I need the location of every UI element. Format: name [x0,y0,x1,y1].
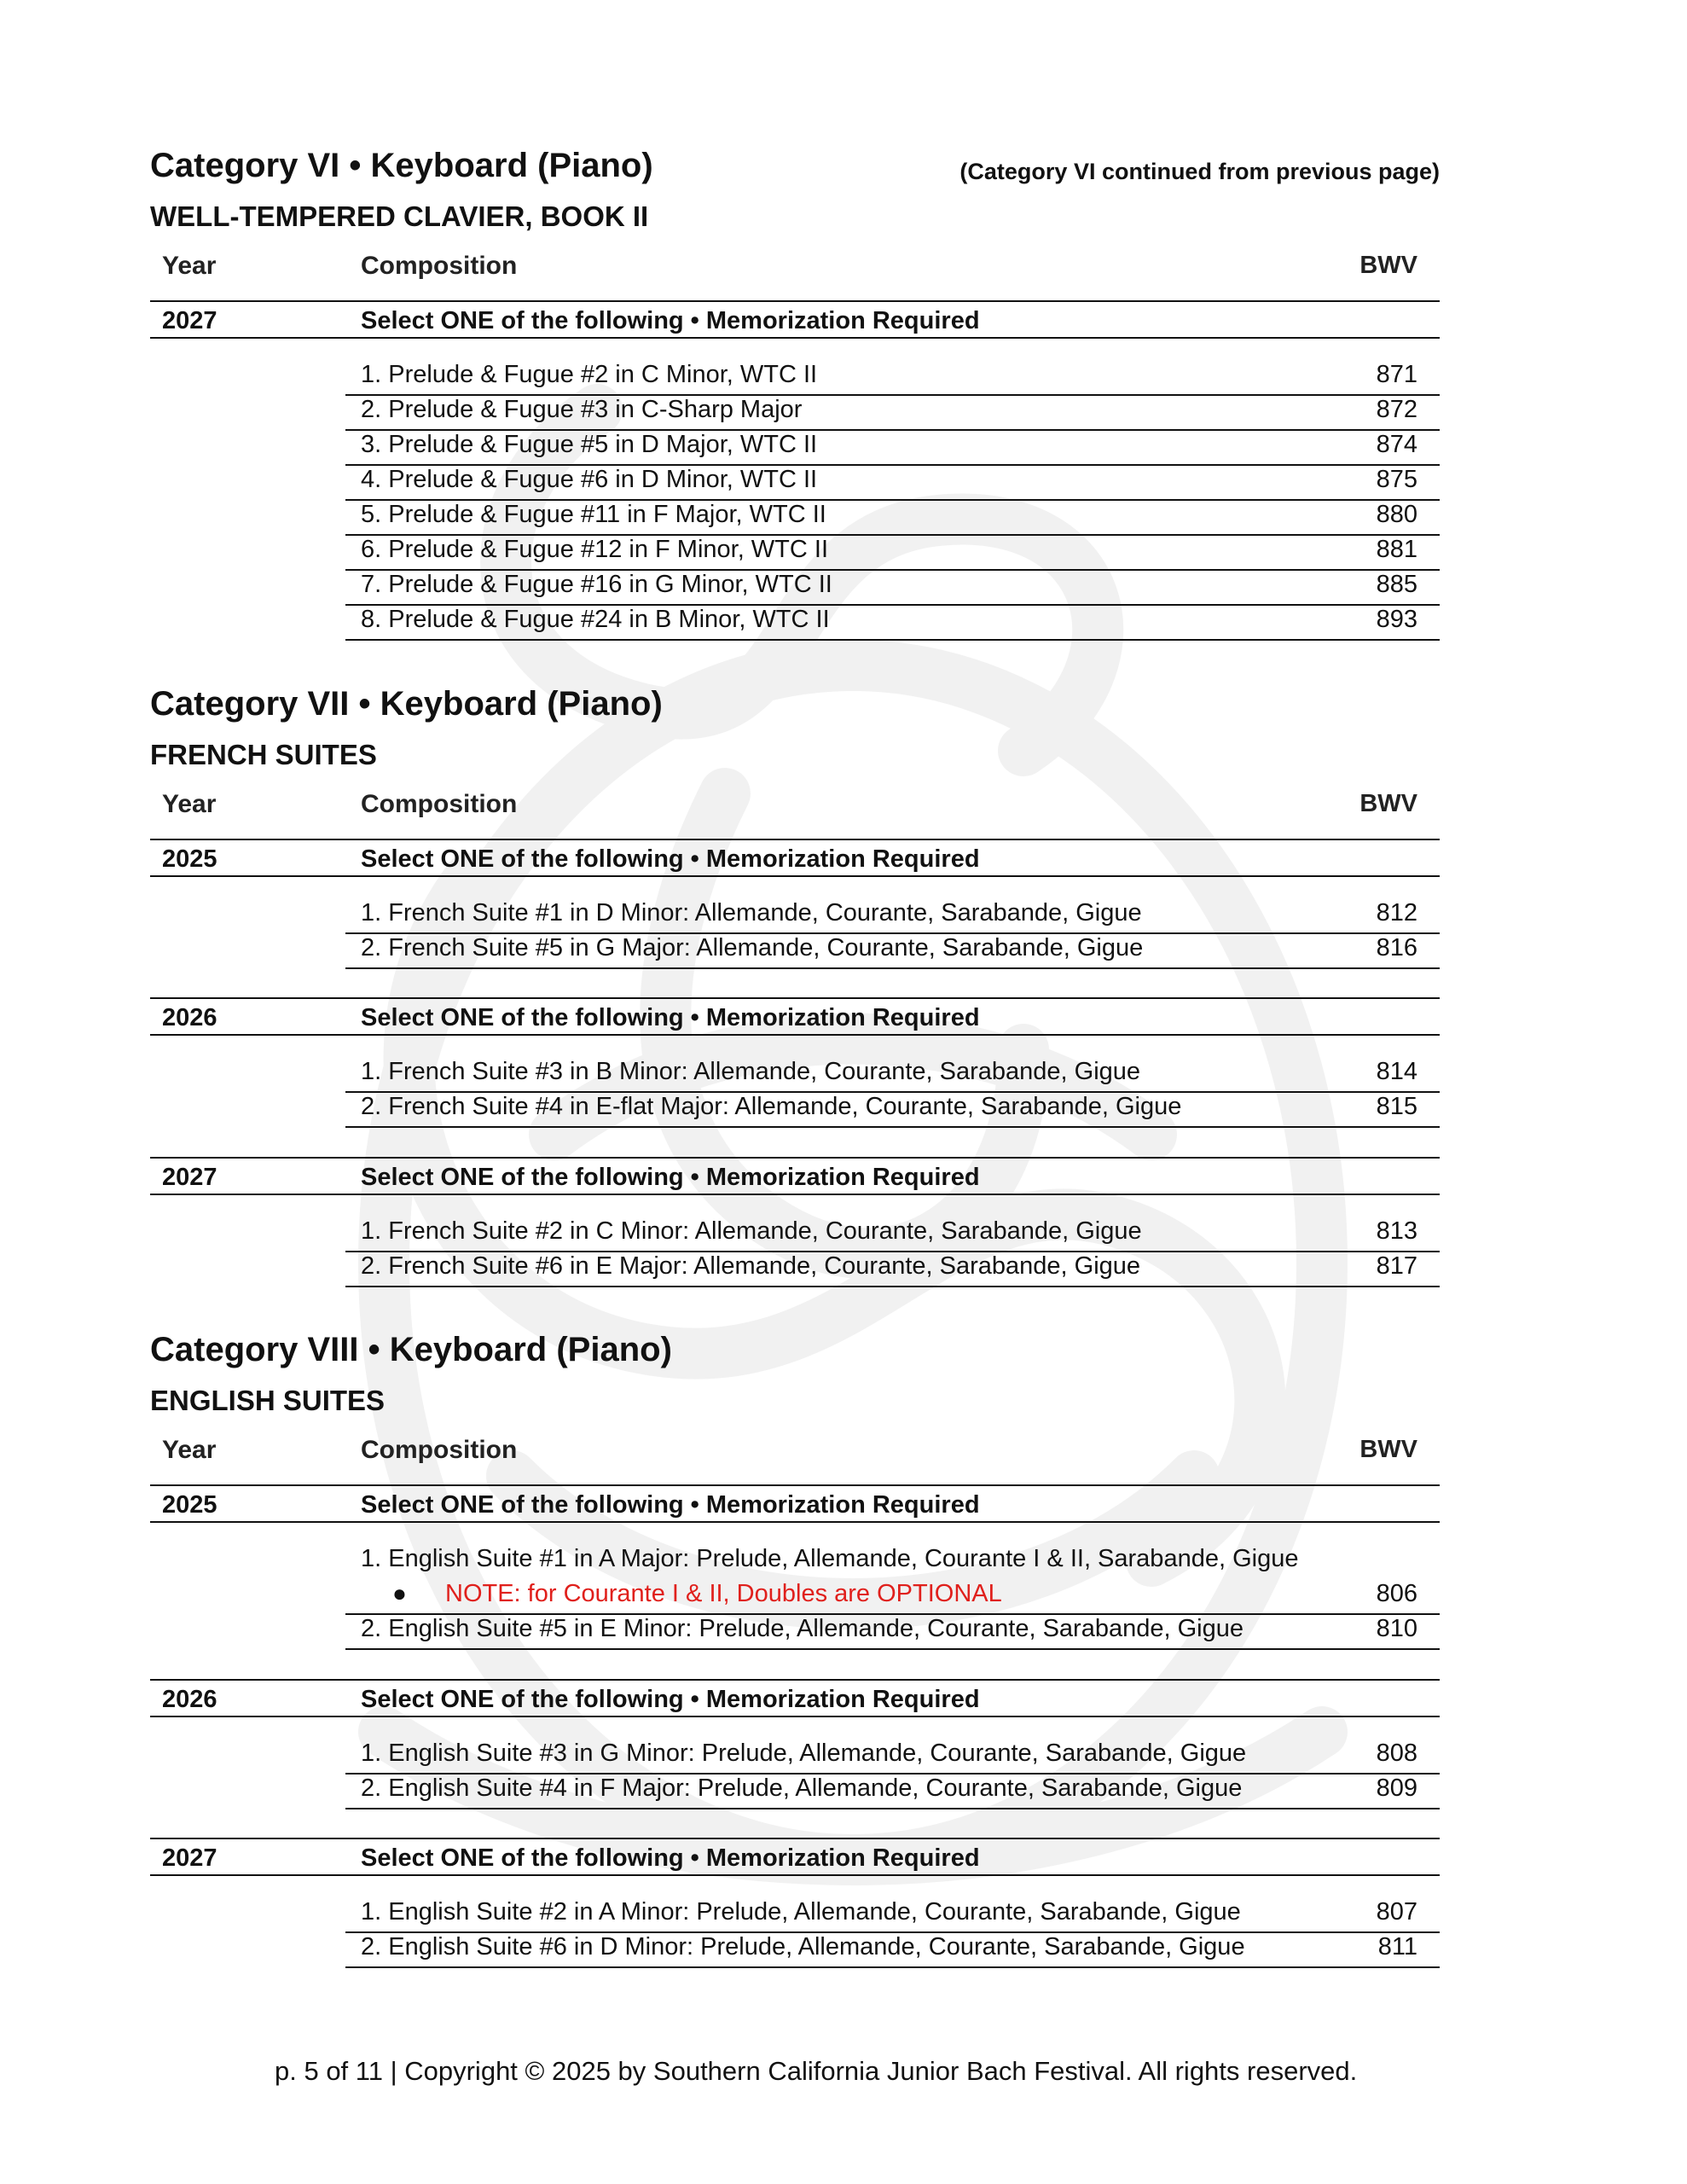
page-footer: p. 5 of 11 | Copyright © 2025 by Southern California Junior Bach Festival. All rights reserved. [275,2056,1358,2086]
group-header-rule [150,1716,1440,1717]
group-top-rule [150,997,1440,999]
year-label: 2026 [162,1004,217,1031]
bwv-number: 880 [1376,501,1417,528]
section-subtitle: WELL-TEMPERED CLAVIER, BOOK II [150,200,649,232]
section-subtitle: FRENCH SUITES [150,739,377,770]
column-header-composition: Composition [361,1436,518,1464]
bwv-number: 808 [1376,1740,1417,1767]
year-label: 2027 [162,1844,217,1872]
bwv-number: 874 [1376,431,1417,458]
bwv-number: 885 [1376,571,1417,598]
bwv-number: 893 [1376,606,1417,633]
composition-item: 2. French Suite #4 in E-flat Major: Allemande, Courante, Sarabande, Gigue [361,1093,1182,1120]
composition-item: 2. English Suite #6 in D Minor: Prelude, Allemande, Courante, Sarabande, Gigue [361,1933,1245,1960]
composition-item: 1. Prelude & Fugue #2 in C Minor, WTC II [361,361,818,388]
composition-item: 2. English Suite #4 in F Major: Prelude, Allemande, Courante, Sarabande, Gigue [361,1774,1243,1802]
bwv-number: 812 [1376,899,1417,926]
composition-item: 2. English Suite #5 in E Minor: Prelude, Allemande, Courante, Sarabande, Gigue [361,1615,1244,1642]
column-header-year: Year [162,790,217,818]
composition-item: 1. English Suite #1 in A Major: Prelude, Allemande, Courante I & II, Sarabande, Gigue [361,1545,1299,1572]
composition-item: 1. French Suite #2 in C Minor: Allemande, Courante, Sarabande, Gigue [361,1217,1142,1245]
group-top-rule [150,1157,1440,1159]
bwv-number: 817 [1376,1252,1417,1280]
group-top-rule [150,1838,1440,1839]
year-label: 2027 [162,1164,217,1191]
group-header-rule [150,337,1440,339]
item-rule [345,1648,1440,1650]
group-header-rule [150,1034,1440,1036]
group-top-rule [150,1679,1440,1681]
group-top-rule [150,839,1440,840]
bwv-number: 814 [1376,1058,1417,1085]
column-header-bwv: BWV [1359,1436,1417,1463]
composition-item: 1. English Suite #2 in A Minor: Prelude, Allemande, Courante, Sarabande, Gigue [361,1898,1241,1926]
group-instruction: Select ONE of the following • Memorization Required [361,1844,980,1872]
group-instruction: Select ONE of the following • Memorization Required [361,845,980,873]
category-title: Category VI • Keyboard (Piano) [150,147,653,184]
optional-note: NOTE: for Courante I & II, Doubles are OPTIONAL [445,1580,1002,1607]
group-header-rule [150,875,1440,877]
bwv-number: 813 [1376,1217,1417,1245]
category-title: Category VII • Keyboard (Piano) [150,685,663,723]
group-instruction: Select ONE of the following • Memorization Required [361,1491,980,1519]
item-rule [345,1126,1440,1128]
group-header-rule [150,1194,1440,1195]
bwv-number: 816 [1376,934,1417,961]
group-instruction: Select ONE of the following • Memorization Required [361,1164,980,1191]
year-label: 2025 [162,1491,217,1519]
category-title: Category VIII • Keyboard (Piano) [150,1331,672,1368]
item-rule [345,639,1440,641]
bwv-number: 810 [1376,1615,1417,1642]
group-instruction: Select ONE of the following • Memorization Required [361,1686,980,1713]
column-header-bwv: BWV [1359,790,1417,817]
column-header-composition: Composition [361,790,518,818]
section-subtitle: ENGLISH SUITES [150,1385,386,1416]
group-top-rule [150,300,1440,302]
continued-note: (Category VI continued from previous page) [959,159,1440,184]
composition-item: 2. Prelude & Fugue #3 in C-Sharp Major [361,396,803,423]
group-top-rule [150,1484,1440,1486]
column-header-year: Year [162,1436,217,1464]
item-rule [345,967,1440,969]
composition-item: 4. Prelude & Fugue #6 in D Minor, WTC II [361,466,818,493]
column-header-bwv: BWV [1359,252,1417,279]
bwv-number: 875 [1376,466,1417,493]
composition-item: 8. Prelude & Fugue #24 in B Minor, WTC II [361,606,830,633]
composition-item: 5. Prelude & Fugue #11 in F Major, WTC II [361,501,826,528]
bwv-number: 806 [1376,1580,1417,1607]
composition-item: 3. Prelude & Fugue #5 in D Major, WTC II [361,431,818,458]
composition-item: 2. French Suite #5 in G Major: Allemande, Courante, Sarabande, Gigue [361,934,1144,961]
composition-item: 1. English Suite #3 in G Minor: Prelude, Allemande, Courante, Sarabande, Gigue [361,1740,1247,1767]
year-label: 2026 [162,1686,217,1713]
bwv-number: 811 [1377,1933,1417,1960]
column-header-composition: Composition [361,252,518,280]
item-rule [345,1966,1440,1968]
column-header-year: Year [162,252,217,280]
bwv-number: 807 [1376,1898,1417,1926]
group-instruction: Select ONE of the following • Memorization Required [361,307,980,334]
item-rule [345,1286,1440,1287]
group-header-rule [150,1874,1440,1876]
bwv-number: 872 [1376,396,1417,423]
bullet-icon: ● [392,1580,407,1606]
bwv-number: 871 [1376,361,1417,388]
composition-item: 2. French Suite #6 in E Major: Allemande, Courante, Sarabande, Gigue [361,1252,1141,1280]
bwv-number: 809 [1376,1774,1417,1802]
composition-item: 7. Prelude & Fugue #16 in G Minor, WTC II [361,571,832,598]
bwv-number: 815 [1376,1093,1417,1120]
composition-item: 1. French Suite #1 in D Minor: Allemande, Courante, Sarabande, Gigue [361,899,1142,926]
item-rule [345,1808,1440,1809]
composition-item: 1. French Suite #3 in B Minor: Allemande, Courante, Sarabande, Gigue [361,1058,1141,1085]
group-instruction: Select ONE of the following • Memorization Required [361,1004,980,1031]
composition-item: 6. Prelude & Fugue #12 in F Minor, WTC II [361,536,829,563]
bwv-number: 881 [1376,536,1417,563]
year-label: 2027 [162,307,217,334]
year-label: 2025 [162,845,217,873]
group-header-rule [150,1521,1440,1523]
